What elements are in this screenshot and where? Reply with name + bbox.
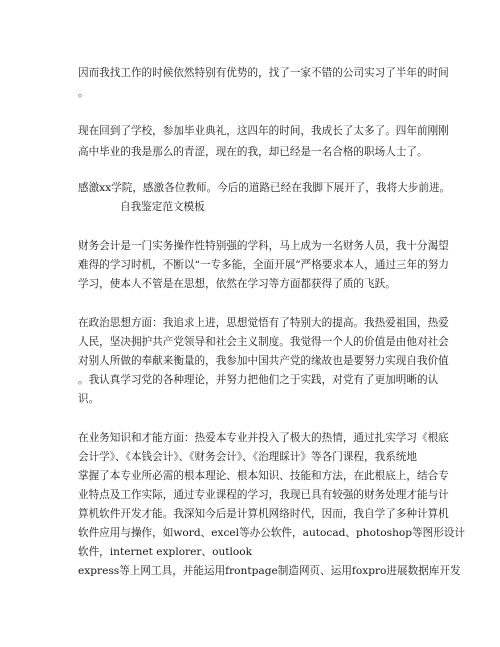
text-line: 。我认真学习党的各种理论，并努力把他们之于实践，对党有了更加明晰的认 bbox=[78, 374, 439, 386]
text-line: 在政治思想方面：我追求上进，思想觉悟有了特别大的提高。我热爱祖国，热爱 bbox=[78, 317, 449, 329]
text-line: 。 bbox=[78, 87, 89, 99]
text-line: 高中毕业的我是那么的青涩，现在的我，却已经是一名合格的职场人士了。 bbox=[78, 146, 428, 158]
text-line: 在业务知识和才能方面：热爱本专业并投入了极大的热情，通过扎实学习《根底 bbox=[78, 432, 449, 444]
text-line: 识。 bbox=[78, 393, 100, 405]
text-line: 会计学》、《本钱会计》、《财务会计》、《治理睬计》等各门课程，我系统地 bbox=[78, 451, 417, 463]
text-line: 现在回到了学校，参加毕业典礼，这四年的时间，我成长了太多了。四年前刚刚 bbox=[78, 125, 449, 137]
text-line: 业特点及工作实际，通过专业课程的学习，我现已具有较强的财务处理才能与计 bbox=[78, 489, 449, 501]
text-line: 掌握了本专业所必需的根本理论、根本知识、技能和方法，在此根底上，结合专 bbox=[78, 470, 449, 482]
text-line: 因而我找工作的时候依然特别有优势的，找了一家不错的公司实习了半年的时间 bbox=[78, 67, 449, 79]
text-line: 软件，internet explorer、outlook bbox=[78, 546, 253, 558]
text-line: express等上网工具，并能运用frontpage制造网页、运用foxpro进展数据库开发 bbox=[78, 565, 461, 577]
text-line: 人民，坚决拥护共产党领导和社会主义制度。我觉得一个人的价值是由他对社会 bbox=[78, 336, 449, 348]
text-line: 对别人所做的奉献来衡量的，我参加中国共产党的缘故也是要努力实现自我价值 bbox=[78, 355, 449, 367]
text-line: 难得的学习时机，不断以“一专多能，全面开展”严格要求本人，通过三年的努力 bbox=[78, 259, 450, 271]
text-line: 财务会计是一门实务操作性特别强的学科，马上成为一名财务人员，我十分渴望 bbox=[78, 240, 449, 252]
section-heading: 自我鉴定范文模板 bbox=[120, 201, 205, 213]
text-line: 感激xx学院，感激各位教师。今后的道路已经在我脚下展开了，我将大步前进。 bbox=[78, 182, 451, 194]
text-line: 软件应用与操作，如word、excel等办公软件，autocad、photoshop等图形设计 bbox=[78, 527, 466, 539]
text-line: 学习，使本人不管是在思想，依然在学习等方面都获得了质的飞跃。 bbox=[78, 278, 396, 290]
text-line: 算机软件开发才能。我深知今后是计算机网络时代，因而，我自学了多种计算机 bbox=[78, 508, 449, 520]
